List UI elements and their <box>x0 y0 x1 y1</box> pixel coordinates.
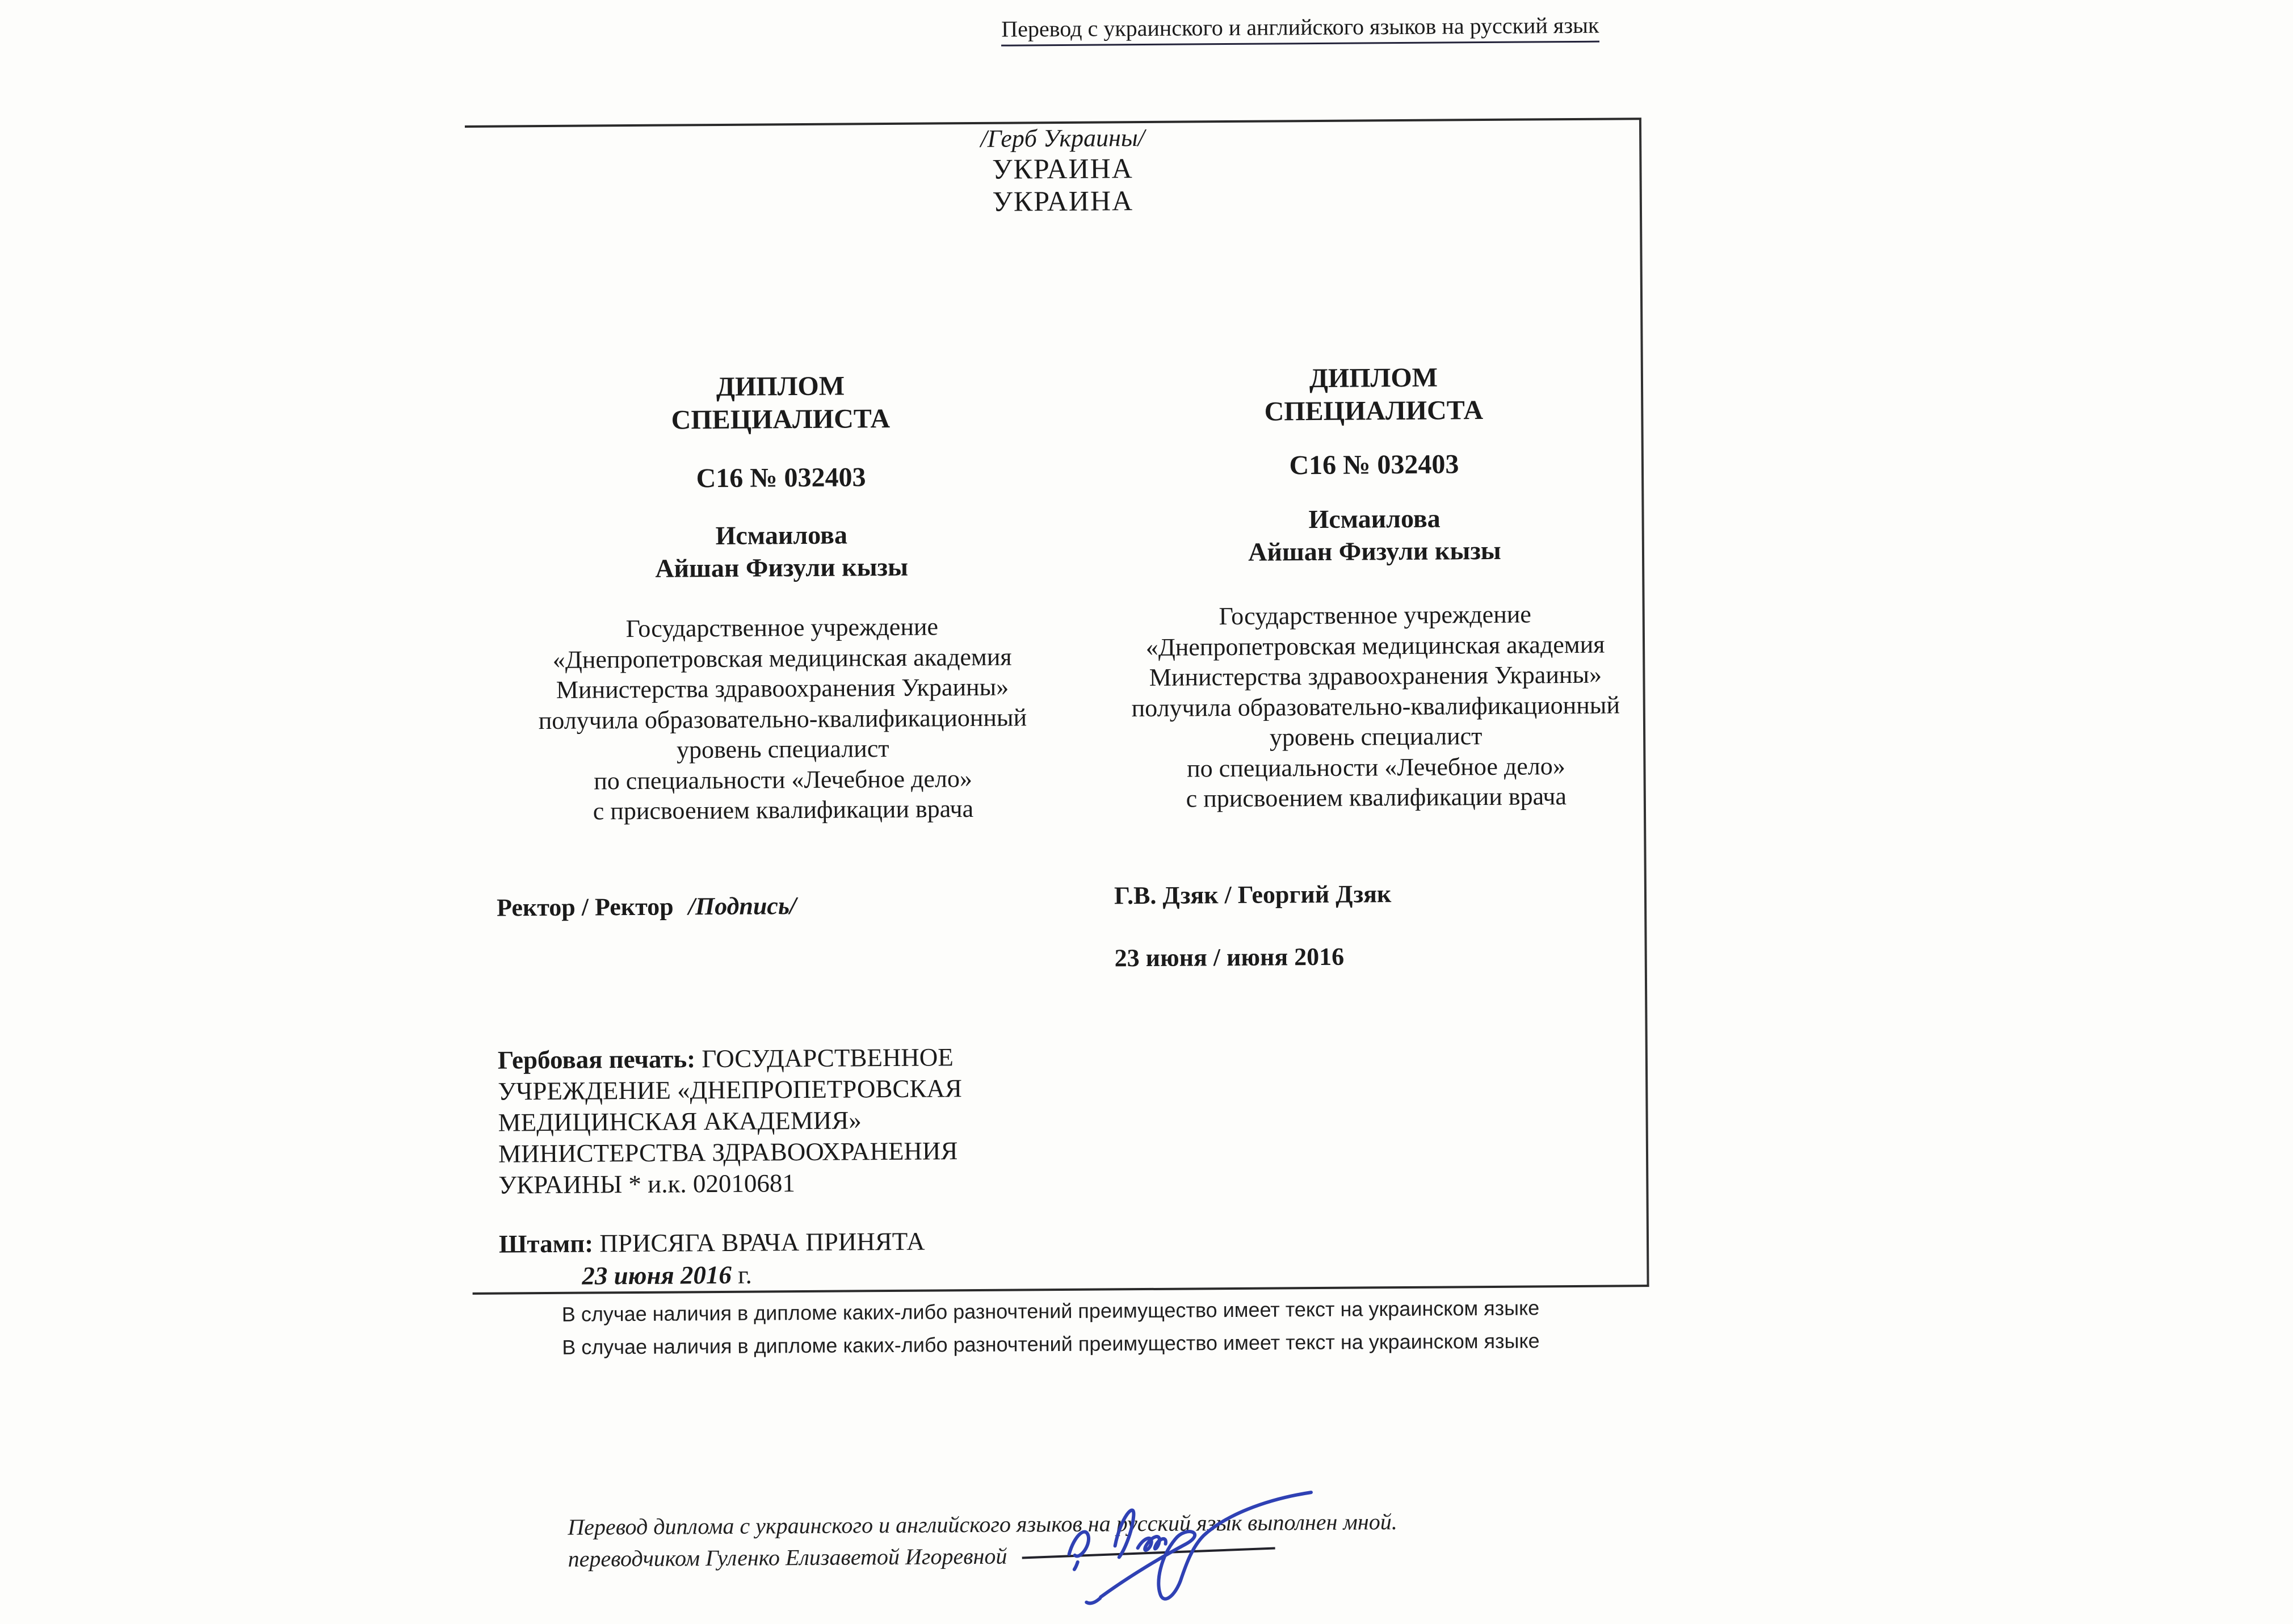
signature-ink <box>1069 1492 1312 1604</box>
seal-line <box>498 1041 1043 1076</box>
right-body-line: Государственное учреждение <box>1219 600 1532 631</box>
left-body-line: Государственное учреждение <box>625 612 939 643</box>
right-body-line: уровень специалист <box>1269 722 1483 752</box>
left-diploma-body <box>487 611 1078 827</box>
left-body-line: получила образовательно-квалификационный <box>538 703 1027 735</box>
left-title-line-1: ДИПЛОМ <box>716 371 845 402</box>
seal-line: УКРАИНЫ * и.к. 02010681 <box>498 1169 796 1199</box>
left-body-line: «Днепропетровская медицинская академия <box>552 643 1012 674</box>
left-holder-surname: Исмаилова <box>715 520 848 551</box>
left-holder-name: Айшан Физули кызы <box>655 552 909 583</box>
left-diploma-number: С16 № 032403 <box>696 462 866 494</box>
right-diploma-number: С16 № 032403 <box>1289 449 1459 481</box>
seal-block <box>498 1041 1044 1201</box>
right-body-line: с присвоением квалификации врача <box>1186 782 1567 813</box>
left-holder-name-block <box>486 517 1077 586</box>
right-body-line: по специальности «Лечебное дело» <box>1187 752 1565 783</box>
stamp-date-suffix: г. <box>731 1260 752 1289</box>
left-diploma-title <box>485 368 1076 438</box>
seal-line: МИНИСТЕРСТВА ЗДРАВООХРАНЕНИЯ <box>498 1136 958 1168</box>
right-holder-surname: Исмаилова <box>1308 503 1441 534</box>
country-line-2: УКРАИНА <box>992 184 1134 217</box>
seal-line: МЕДИЦИНСКАЯ АКАДЕМИЯ» <box>498 1106 862 1137</box>
right-body-line: «Днепропетровская медицинская академия <box>1145 630 1605 661</box>
stamp-date-line <box>582 1260 752 1291</box>
translator-signature <box>1015 1489 1322 1622</box>
signature-note: /Подпись/ <box>688 892 797 921</box>
left-body-line: уровень специалист <box>676 735 889 764</box>
right-title-line-2: СПЕЦИАЛИСТА <box>1264 395 1484 427</box>
left-title-line-2: СПЕЦИАЛИСТА <box>671 403 891 435</box>
left-body-line: по специальности «Лечебное дело» <box>594 764 973 795</box>
rector-label: Ректор / Ректор <box>496 892 674 922</box>
left-rector-line <box>497 891 796 922</box>
seal-line: УЧРЕЖДЕНИЕ «ДНЕПРОПЕТРОВСКАЯ <box>498 1074 963 1106</box>
right-diploma-body <box>1089 598 1663 815</box>
right-holder-name: Айшан Физули кызы <box>1248 535 1501 566</box>
right-title-line-1: ДИПЛОМ <box>1309 362 1438 394</box>
emblem-block <box>813 123 1313 219</box>
country-line-1: УКРАИНА <box>992 152 1133 185</box>
left-body-line: Министерства здравоохранения Украины» <box>556 673 1009 704</box>
disclaimer-line-1: В случае наличия в дипломе каких-либо разночтений преимущество имеет текст на украинском языке <box>561 1296 1540 1326</box>
stamp-line <box>499 1227 925 1259</box>
translation-header <box>931 11 1669 43</box>
stamp-text: ПРИСЯГА ВРАЧА ПРИНЯТА <box>593 1227 925 1258</box>
right-holder-name-block <box>1087 501 1661 569</box>
stamp-date: 23 июня 2016 <box>582 1260 732 1290</box>
right-body-line: Министерства здравоохранения Украины» <box>1149 660 1602 691</box>
emblem-caption: /Герб Украины/ <box>980 123 1145 153</box>
translation-header-text: Перевод с украинского и английского языков на русский язык <box>1001 12 1599 47</box>
disclaimer-line-2: В случае наличия в дипломе каких-либо разночтений преимущество имеет текст на украинском языке <box>562 1329 1540 1359</box>
translator-statement-line-2: переводчиком Гуленко Елизаветой Игоревной <box>568 1543 1007 1572</box>
right-body-line: получила образовательно-квалификационный <box>1131 690 1620 722</box>
issue-date-line: 23 июня / июня 2016 <box>1114 942 1345 972</box>
stamp-label: Штамп: <box>498 1229 594 1258</box>
right-diploma-title <box>1087 360 1661 430</box>
seal-line-rest: ГОСУДАРСТВЕННОЕ <box>695 1043 954 1073</box>
translator-statement-line-1: Перевод диплома с украинского и английского языков на русский язык выполнен мной. <box>568 1509 1397 1540</box>
left-body-line: с присвоением квалификации врача <box>593 795 974 825</box>
seal-label: Гербовая печать: <box>497 1044 696 1075</box>
rector-name-line: Г.В. Дзяк / Георгий Дзяк <box>1114 880 1392 910</box>
